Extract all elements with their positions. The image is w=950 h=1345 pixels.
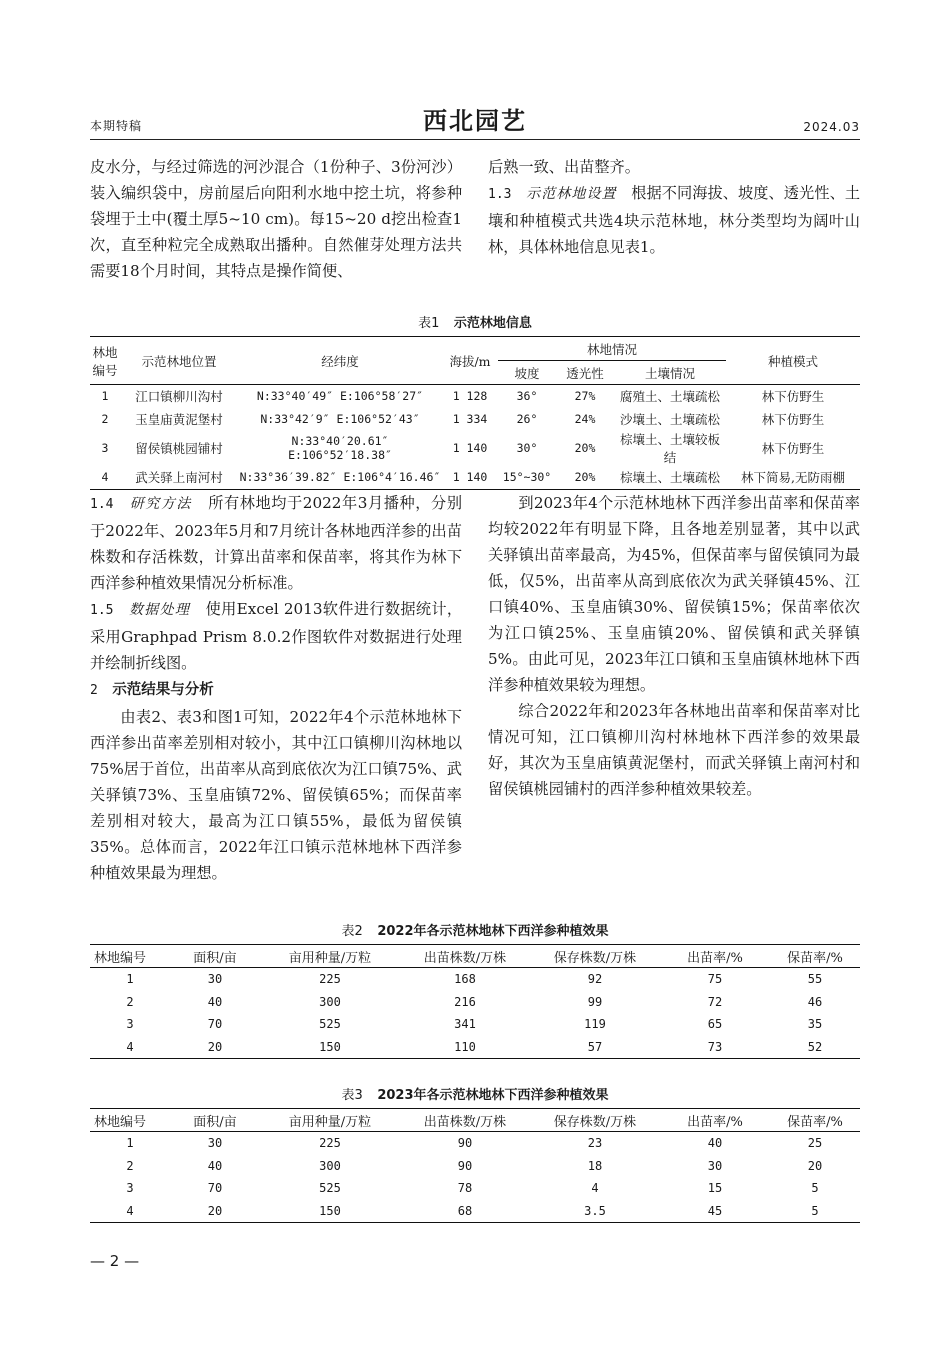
section-number: 1.3 [488, 187, 512, 202]
paragraph: 后熟一致、出苗整齐。 [488, 158, 640, 176]
cell: 30 [207, 1136, 223, 1151]
table-row [90, 1155, 860, 1178]
cell: 55 [807, 972, 823, 987]
cell-soil: 棕壤土、土壤疏松 [619, 470, 720, 486]
cell-soil: 腐殖土、土壤疏松 [619, 389, 720, 405]
header-cell: 保存株数/万株 [530, 1109, 660, 1132]
header-row [90, 945, 860, 968]
cell: 25 [807, 1136, 823, 1151]
table2-caption [90, 920, 860, 939]
cell: 35 [807, 1017, 823, 1032]
header-cell: 出苗率/% [660, 945, 770, 968]
cell: 20 [807, 1158, 823, 1173]
section-number: 1.5 [90, 603, 114, 618]
cell: 110 [454, 1039, 476, 1054]
col2-mid [488, 490, 860, 802]
cell-slope: 36° [516, 389, 538, 404]
cell: 119 [584, 1017, 606, 1032]
header-row [90, 1109, 860, 1132]
cell-coord: N:33°42′9″ E:106°52′43″ [260, 411, 420, 426]
cell: 2 [126, 1158, 134, 1173]
cell: 23 [587, 1136, 603, 1151]
paragraph: 由表2、表3和图1可知，2022年4个示范林地林下西洋参出苗率差别相对较小，其中江口镇柳川沟林地以75%居于首位，出苗率从高到底依次为江口镇75%、武关驿镇73%、玉皇庙镇72%、留侯镇65%；而保苗率差别相对较大，最高为江口镇55%，最低为留侯镇35%。总体而言，2022年江口镇示范林地林下西洋参种植效果最为理想。 [90, 708, 462, 882]
cell: 57 [587, 1039, 603, 1054]
table3-caption [90, 1084, 860, 1103]
cell: 150 [319, 1203, 341, 1218]
cell-soil: 沙壤土、土壤疏松 [619, 411, 720, 427]
table3 [90, 1108, 860, 1223]
cell: 40 [707, 1136, 723, 1151]
cell: 341 [454, 1017, 476, 1032]
table1 [90, 336, 860, 490]
cell-coord: N:33°40′49″ E:106°58′27″ [256, 389, 424, 404]
header-cell: 面积/亩 [170, 1109, 260, 1132]
cell: 18 [587, 1158, 603, 1173]
cell-light: 24% [574, 411, 596, 426]
header-coord: 经纬度 [238, 337, 442, 385]
cell: 3 [126, 1181, 134, 1196]
cell-mode: 林下仿野生 [761, 441, 825, 456]
col1-mid [90, 490, 462, 886]
header-cell: 面积/亩 [170, 945, 260, 968]
header-cell: 亩用种量/万粒 [260, 945, 400, 968]
section-title: 示范林地设置 [526, 186, 617, 202]
cell: 40 [207, 994, 223, 1009]
header-mode: 种植模式 [726, 337, 860, 385]
header-light: 透光性 [556, 361, 614, 385]
table-row [90, 1177, 860, 1200]
header-soil: 土壤情况 [614, 361, 726, 385]
journal-logo: 西北园艺 [423, 106, 527, 135]
section-1-4 [90, 490, 462, 596]
cell: 5 [811, 1181, 819, 1196]
section-1-5 [90, 596, 462, 676]
table-row [90, 466, 860, 489]
cell-mode: 林下仿野生 [761, 389, 825, 405]
col1-top [90, 154, 462, 284]
header-cell: 保苗率/% [770, 945, 860, 968]
table1-caption [90, 312, 860, 331]
issue-date: 2024.03 [803, 120, 860, 134]
table-row [90, 991, 860, 1014]
cell: 90 [457, 1136, 473, 1151]
cell: 15 [707, 1181, 723, 1196]
cell: 525 [319, 1017, 341, 1032]
header-cell: 保苗率/% [770, 1109, 860, 1132]
cell: 45 [707, 1203, 723, 1218]
section-body: 根据不同海拔、坡度、透光性、土壤和种植模式共选4块示范林地，林分类型均为阔叶山林，具体林地信息见表1。 [488, 184, 861, 256]
header-id: 林地编号 [90, 337, 120, 385]
header-cell: 林地编号 [90, 1109, 170, 1132]
cell: 70 [207, 1181, 223, 1196]
table-row [90, 1036, 860, 1059]
cell: 68 [457, 1203, 473, 1218]
header-rule [90, 139, 860, 140]
cell: 3 [126, 1017, 134, 1032]
cell-location: 留侯镇桃园铺村 [135, 441, 223, 456]
header-cell: 出苗株数/万株 [400, 1109, 530, 1132]
table-row [90, 408, 860, 431]
table-row [90, 385, 860, 408]
table2 [90, 944, 860, 1059]
cell-location: 玉皇庙黄泥堡村 [135, 411, 223, 427]
paragraph: 综合2022年和2023年各林地出苗率和保苗率对比情况可知，江口镇柳川沟村林地林下西洋参的效果最好，其次为玉皇庙镇黄泥堡村，而武关驿镇上南河村和留侯镇桃园铺村的西洋参种植效果较差。 [488, 702, 860, 798]
caption-number: 表2 [341, 924, 363, 939]
header-cell: 林地编号 [90, 945, 170, 968]
cell: 2 [126, 994, 134, 1009]
cell: 65 [707, 1017, 723, 1032]
cell-id: 1 [101, 389, 109, 404]
cell: 525 [319, 1181, 341, 1196]
cell-id: 3 [101, 441, 109, 455]
cell: 150 [319, 1039, 341, 1054]
cell: 300 [319, 994, 341, 1009]
cell: 4 [591, 1181, 599, 1196]
cell: 216 [454, 994, 476, 1009]
section-number: 2 [90, 683, 98, 698]
cell: 70 [207, 1017, 223, 1032]
cell-soil: 棕壤土、土壤较板结 [619, 432, 720, 465]
cell-light: 20% [574, 470, 596, 485]
cell: 1 [126, 972, 134, 987]
header-altitude: 海拔/m [442, 337, 498, 385]
header-group: 林地情况 [498, 337, 726, 361]
cell-location: 江口镇柳川沟村 [135, 389, 223, 405]
cell-id: 2 [101, 411, 109, 426]
caption-text: 示范林地信息 [453, 316, 532, 331]
caption-text: 2023年各示范林地林下西洋参种植效果 [377, 1088, 609, 1103]
section-title: 数据处理 [128, 602, 191, 618]
section-title: 研究方法 [129, 496, 192, 512]
cell-altitude: 1 140 [452, 470, 488, 485]
section-1-3 [488, 180, 860, 260]
cell: 4 [126, 1203, 134, 1218]
header-cell: 出苗株数/万株 [400, 945, 530, 968]
caption-text: 2022年各示范林地林下西洋参种植效果 [377, 924, 609, 939]
cell: 168 [454, 972, 476, 987]
cell-altitude: 1 140 [452, 441, 488, 455]
cell: 78 [457, 1181, 473, 1196]
section-title: 示范结果与分析 [112, 682, 214, 698]
cell: 3.5 [584, 1203, 606, 1218]
cell: 92 [587, 972, 603, 987]
cell: 99 [587, 994, 603, 1009]
cell: 73 [707, 1039, 723, 1054]
header-cell: 亩用种量/万粒 [260, 1109, 400, 1132]
table-row [90, 1200, 860, 1223]
cell: 20 [207, 1203, 223, 1218]
cell: 300 [319, 1158, 341, 1173]
cell-slope: 15°~30° [502, 470, 552, 485]
cell: 1 [126, 1136, 134, 1151]
cell: 225 [319, 1136, 341, 1151]
cell-altitude: 1 334 [452, 411, 488, 426]
cell-mode: 林下简易,无防雨棚 [741, 470, 845, 486]
table-row [90, 968, 860, 991]
header-location: 示范林地位置 [120, 337, 238, 385]
cell: 72 [707, 994, 723, 1009]
caption-number: 表1 [418, 316, 440, 331]
table-row [90, 430, 860, 466]
cell-slope: 26° [516, 411, 538, 426]
paragraph: 皮水分，与经过筛选的河沙混合（1份种子、3份河沙）装入编织袋中，房前屋后向阳利水地中挖土坑，将参种袋埋于土中(覆土厚5~10 cm)。每15~20 d挖出检查1次，直至种粒完全成熟取出播种。自然催芽处理方法共需要18个月时间，其特点是操作简便、 [90, 158, 462, 280]
col2-top [488, 154, 860, 260]
cell: 52 [807, 1039, 823, 1054]
table-row [90, 1132, 860, 1155]
header-cell: 出苗率/% [660, 1109, 770, 1132]
cell: 75 [707, 972, 723, 987]
cell: 40 [207, 1158, 223, 1173]
cell: 20 [207, 1039, 223, 1054]
cell: 225 [319, 972, 341, 987]
section-2-heading [90, 676, 462, 704]
cell: 30 [707, 1158, 723, 1173]
cell: 46 [807, 994, 823, 1009]
caption-number: 表3 [341, 1088, 363, 1103]
cell: 30 [207, 972, 223, 987]
cell-light: 20% [574, 441, 596, 455]
cell-coord: N:33°36′39.82″ E:106°4′16.46″ [239, 470, 441, 485]
cell-location: 武关驿上南河村 [135, 470, 223, 486]
section-number: 1.4 [90, 497, 114, 512]
cell: 90 [457, 1158, 473, 1173]
page-header [90, 108, 860, 140]
cell: 5 [811, 1203, 819, 1218]
paragraph: 到2023年4个示范林地林下西洋参出苗率和保苗率均较2022年有明显下降，且各地差别显著，其中以武关驿镇出苗率最高，为45%，但保苗率与留侯镇同为最低，仅5%，出苗率从高到底依次为武关驿镇45%、江口镇40%、玉皇庙镇30%、留侯镇15%；保苗率依次为江口镇25%、玉皇庙镇20%、留侯镇和武关驿镇5%。由此可见，2023年江口镇和玉皇庙镇林地林下西洋参种植效果较为理想。 [488, 494, 860, 694]
cell: 4 [126, 1039, 134, 1054]
cell-coord: N:33°40′20.61″ E:106°52′18.38″ [288, 434, 392, 462]
cell-slope: 30° [516, 441, 538, 455]
header-slope: 坡度 [498, 361, 556, 385]
column-label: 本期特稿 [90, 119, 143, 133]
cell-light: 27% [574, 389, 596, 404]
section-body: 所有林地均于2022年3月播种，分别于2022年、2023年5月和7月统计各林地西洋参的出苗株数和存活株数，计算出苗率和保苗率，将其作为林下西洋参种植效果情况分析标准。 [90, 494, 463, 592]
cell-mode: 林下仿野生 [761, 411, 825, 427]
header-cell: 保存株数/万株 [530, 945, 660, 968]
page-number: — 2 — [90, 1252, 140, 1270]
cell-altitude: 1 128 [452, 389, 488, 404]
table-row [90, 1013, 860, 1036]
cell-id: 4 [101, 470, 109, 485]
section-body: 使用Excel 2013软件进行数据统计，采用Graphpad Prism 8.0.2作图软件对数据进行处理并绘制折线图。 [90, 600, 463, 672]
